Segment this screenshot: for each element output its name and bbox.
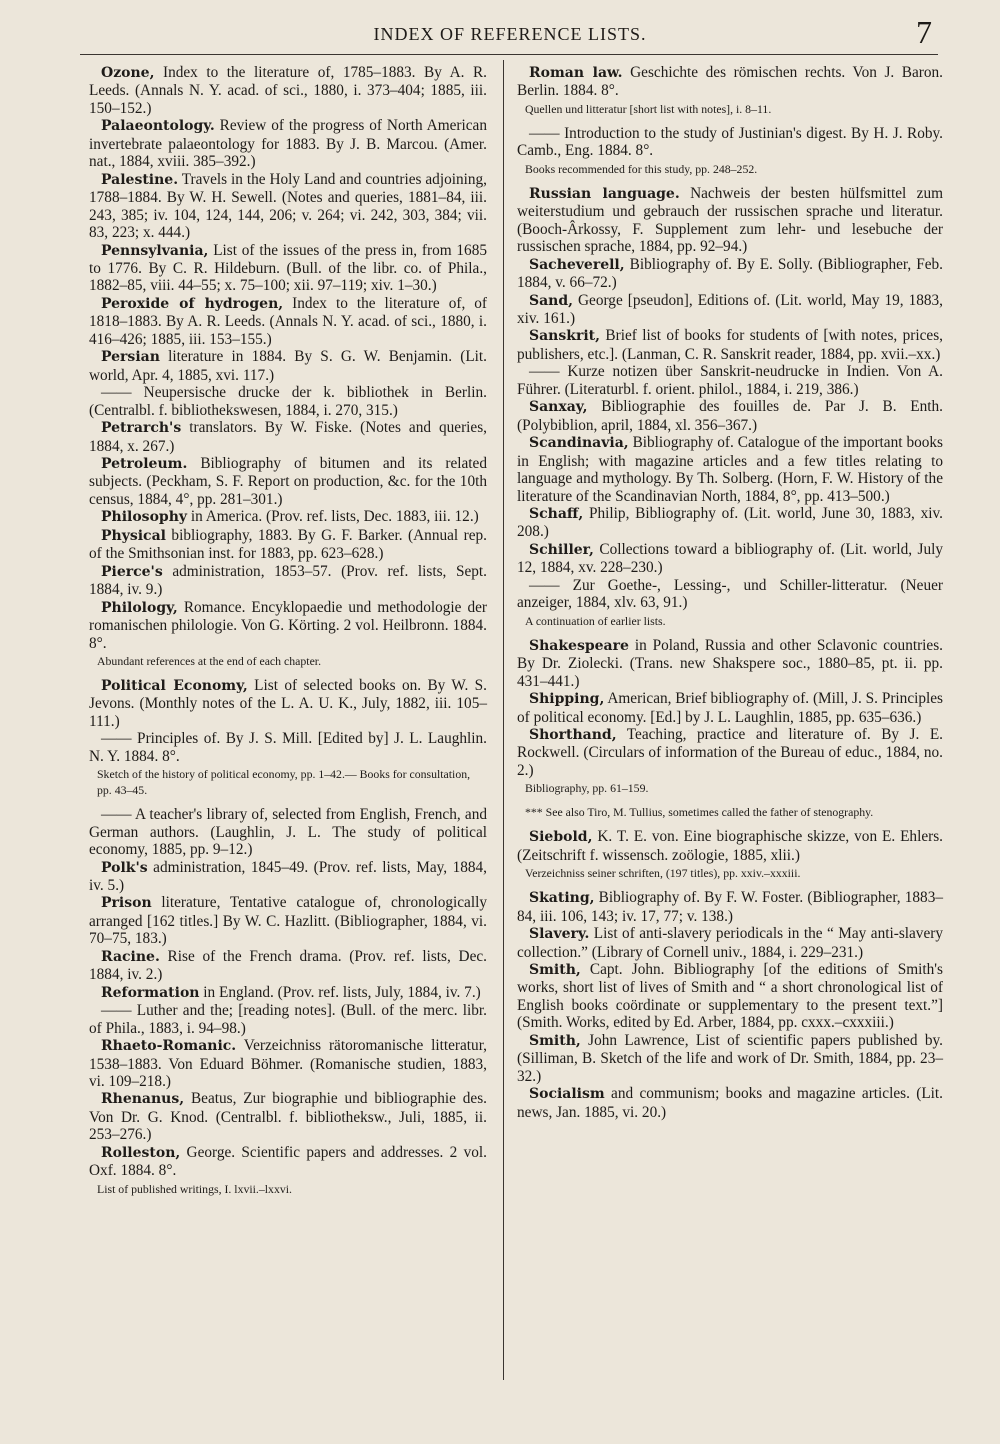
entry-text: Romance. Encyklopaedie und methodologie der romanischen philologie. Von G. Körting. 2 vol. Heilbronn. 1884. 8°. (89, 598, 487, 652)
entry-text: Teaching, practice and literature of. By J. E. Rockwell. (Circulars of information of the Bureau of educ., 1884, no. 2.) (517, 725, 943, 779)
entry-note: List of published writings, I. lxvii.–lxxvi. (97, 1181, 292, 1196)
entry-text: Bibliography of. By E. Solly. (Bibliographer, Feb. 1884, v. 66–72.) (517, 255, 943, 292)
entry-text: K. T. E. von. Eine biographische skizze, von E. Ehlers. (Zeitschrift f. wissensch. zoölogie, 1885, xlii.) (517, 828, 943, 864)
index-entry (89, 384, 487, 419)
entry-heading: Smith, (529, 1032, 581, 1049)
index-entry (517, 292, 943, 328)
entry-heading: Scandinavia, (529, 435, 629, 452)
index-entry (89, 1144, 487, 1180)
index-entry (89, 984, 487, 1002)
entry-heading: Roman law. (529, 65, 623, 81)
entry-heading: Polk's (101, 859, 148, 876)
entry-heading: Peroxide of hydrogen, (101, 295, 284, 312)
index-entry (517, 577, 943, 612)
index-entry (89, 1090, 487, 1143)
index-entry (89, 242, 487, 295)
entry-heading: Philology, (101, 599, 178, 616)
index-entry (89, 894, 487, 947)
entry-text: Philip, Bibliography of. (Lit. world, June 30, 1883, xiv. 208.) (517, 504, 943, 541)
entry-note: *** See also Tiro, M. Tullius, sometimes called the father of stenography. (525, 805, 874, 820)
entry-heading: Sacheverell, (529, 256, 625, 273)
entry-text: —— Introduction to the study of Justinian's digest. By H. J. Roby. Camb., Eng. 1884. 8°. (517, 124, 943, 160)
entry-heading: Siebold, (529, 829, 593, 846)
entry-note: Abundant references at the end of each chapter. (97, 653, 322, 668)
entry-text: George. Scientific papers and addresses. 2 vol. Oxf. 1884. 8°. (89, 1143, 487, 1180)
entry-text: List of the issues of the press in, from 1685 to 1776. By C. R. Hildeburn. (Bull. of the libr. co. of Phila., 1882–85, viii. 44–55; x. 75–100; xii. 97–119; xiv. 1–30.) (89, 241, 487, 295)
entry-text: —— Luther and the; [reading notes]. (Bull. of the merc. libr. of Phila., 1883, i. 94–98.) (89, 1002, 487, 1037)
entry-heading: Rhaeto-Romanic. (101, 1038, 237, 1055)
index-entry (89, 563, 487, 599)
index-entry (517, 637, 943, 690)
index-entry (89, 948, 487, 984)
index-entry (89, 455, 487, 508)
index-entry (89, 730, 487, 765)
entry-text: —— Kurze notizen über Sanskrit-neudrucke in Indien. Von A. Führer. (Literaturbl. f. orient. philol., 1884, i. 219, 386.) (517, 363, 943, 398)
index-entry (517, 541, 943, 577)
entry-text: Index to the literature of, 1785–1883. By A. R. Leeds. (Annals N. Y. acad. of sci., 1880, i. 373–404; 1885, iii. 150–152.) (89, 64, 487, 117)
index-entry (517, 925, 943, 961)
entry-text: Verzeichniss rätoromanische litteratur, 1538–1883. Von Eduard Böhmer. (Romanische studien, 1883, vi. 109–218.) (89, 1037, 487, 1091)
entry-text: John Lawrence, List of scientific papers published by. (Silliman, B. Sketch of the life and work of Dr. Smith, 1884, pp. 23–32.) (517, 1031, 943, 1085)
entry-text: List of selected books on. By W. S. Jevons. (Monthly notes of the L. A. U. K., July, 1882, iii. 105–111.) (89, 676, 487, 730)
entry-note: Books recommended for this study, pp. 248–252. (525, 161, 758, 176)
entry-heading: Rolleston, (101, 1144, 181, 1161)
entry-heading: Skating, (529, 890, 595, 907)
index-entry (517, 961, 943, 1032)
index-entry (89, 419, 487, 455)
entry-text: Nachweis der besten hülfsmittel zum weiterstudium und gebrauch der russischen sprache und literatur. (Booch-Ârkossy, F. Supplement zum lehr- und lesebuche der russischen sprache, 1884, pp. 92–94.) (517, 184, 943, 256)
index-entry (89, 859, 487, 895)
index-entry (89, 295, 487, 348)
index-entry (89, 348, 487, 384)
entry-text: Beatus, Zur biographie und bibliographie des. Von Dr. G. Knod. (Centralbl. f. bibliotheksw., Juli, 1885, ii. 253–276.) (89, 1090, 487, 1144)
index-entry (89, 677, 487, 730)
entry-text: Index to the literature of, of 1818–1883. By A. R. Leeds. (Annals N. Y. acad. of sci., 1880, i. 416–426; 1885, iii. 153–155.) (89, 294, 487, 348)
page-title: INDEX OF REFERENCE LISTS. (373, 24, 647, 44)
entry-heading: Racine. (101, 948, 160, 965)
entry-text: American, Brief bibliography of. (Mill, J. S. Principles of political economy. [Ed.] by J. L. Laughlin, 1885, pp. 635–636.) (517, 690, 943, 726)
index-entry (89, 508, 487, 526)
entry-text: Bibliography of bitumen and its related subjects. (Peckham, S. F. Report on production, &c. for the 10th census, 1884, 4°, pp. 281–301.) (89, 454, 487, 508)
page-number: 7 (916, 14, 932, 50)
entry-heading: Political Economy, (101, 677, 248, 694)
right-column (517, 64, 943, 1121)
index-entry (89, 1002, 487, 1037)
entry-text: translators. By W. Fiske. (Notes and queries, 1884, x. 267.) (89, 419, 487, 455)
entry-heading: Philosophy (101, 509, 188, 526)
entry-heading: Physical (101, 527, 166, 544)
entry-heading: Reformation (101, 984, 200, 1001)
index-entry (517, 64, 943, 100)
entry-heading: Ozone, (101, 65, 155, 81)
entry-heading: Petroleum. (101, 455, 188, 472)
entry-text: bibliography, 1883. By G. F. Barker. (Annual rep. of the Smithsonian inst. for 1883, pp. 623–628.) (89, 526, 487, 563)
index-entry (89, 171, 487, 242)
entry-heading: Pierce's (101, 563, 163, 580)
entry-heading: Shakespeare (529, 637, 629, 654)
entry-heading: Prison (101, 895, 152, 912)
entry-heading: Smith, (529, 962, 581, 979)
entry-text: in Poland, Russia and other Sclavonic countries. By Dr. Ziolecki. (Trans. new Shakspere soc., 1880–85, pt. ii. pp. 431–441.) (517, 636, 943, 690)
entry-text: Bibliography of. By F. W. Foster. (Bibliographer, 1883–84, iii. 106, 143; iv. 17, 77; v. 138.) (517, 889, 943, 925)
entry-text: —— Principles of. By J. S. Mill. [Edited by] J. L. Laughlin. N. Y. 1884. 8°. (89, 730, 487, 765)
entry-heading: Schiller, (529, 541, 594, 558)
entry-heading: Sanxay, (529, 399, 588, 416)
entry-text: administration, 1845–49. (Prov. ref. lists, May, 1884, iv. 5.) (89, 858, 487, 895)
index-entry (517, 726, 943, 779)
index-entry (89, 64, 487, 117)
entry-heading: Petrarch's (101, 420, 182, 437)
index-entry (517, 889, 943, 925)
entry-text: administration, 1853–57. (Prov. ref. lists, Sept. 1884, iv. 9.) (89, 562, 487, 599)
entry-note: Verzeichniss seiner schriften, (197 titles), pp. xxiv.–xxxiii. (525, 866, 801, 881)
entry-text: —— A teacher's library of, selected from English, French, and German authors. (Laughlin, J. L. The study of political economy, 1885, pp. 9–12.) (89, 806, 487, 859)
entry-heading: Persian (101, 349, 160, 366)
index-entry (517, 327, 943, 363)
index-entry (89, 599, 487, 652)
entry-text: literature in 1884. By S. G. W. Benjamin. (Lit. world, Apr. 4, 1885, xvi. 117.) (89, 348, 487, 384)
entry-heading: Russian language. (529, 185, 680, 202)
entry-heading: Palestine. (101, 171, 179, 188)
index-entry (89, 806, 487, 858)
index-entry (517, 434, 943, 505)
header-rule (80, 54, 938, 55)
index-entry (517, 1085, 943, 1121)
column-divider (503, 60, 504, 1380)
entry-text: in America. (Prov. ref. lists, Dec. 1883, iii. 12.) (187, 508, 479, 526)
index-entry (89, 117, 487, 170)
entry-heading: Slavery. (529, 926, 590, 943)
entry-text: Collections toward a bibliography of. (Lit. world, July 12, 1884, xv. 228–230.) (517, 540, 943, 577)
entry-text: Travels in the Holy Land and countries adjoining, 1788–1884. By W. H. Sewell. (Notes and queries, 1881–84, iii. 243, 385; iv. 104, 124, 144, 206; v. 264; vi. 242, 303, 384; vii. 83, 223; x. 444.) (89, 170, 487, 242)
index-entry (517, 690, 943, 726)
entry-heading: Schaff, (529, 505, 584, 522)
entry-text: —— Neupersische drucke der k. bibliothek in Berlin. (Centralbl. f. bibliothekswesen, 1884, i. 270, 315.) (89, 384, 487, 419)
entry-text: List of anti-slavery periodicals in the “ May anti-slavery collection.” (Library of Cornell univ., 1884, i. 229–231.) (517, 925, 943, 961)
index-entry (517, 363, 943, 398)
entry-text: and communism; books and magazine articles. (Lit. news, Jan. 1885, vi. 20.) (517, 1085, 943, 1121)
entry-note: Quellen und litteratur [short list with notes], i. 8–11. (525, 101, 772, 116)
index-entry (517, 125, 943, 160)
left-column (89, 64, 487, 1205)
index-entry (517, 505, 943, 541)
entry-text: Review of the progress of North American invertebrate palaeontology for 1883. By J. B. Marcou. (Amer. nat., 1884, xviii. 385–392.) (89, 117, 487, 171)
page-header (80, 14, 940, 54)
entry-heading: Sand, (529, 292, 574, 309)
index-entry (89, 1037, 487, 1090)
entry-text: —— Zur Goethe-, Lessing-, und Schiller-litteratur. (Neuer anzeiger, 1884, xlv. 63, 91.) (517, 576, 943, 612)
index-entry (89, 527, 487, 563)
entry-text: Geschichte des römischen rechts. Von J. Baron. Berlin. 1884. 8°. (517, 64, 943, 100)
entry-note: Sketch of the history of political economy, pp. 1–42.— Books for consultation, pp. 43–45. (97, 767, 471, 798)
entry-text: literature, Tentative catalogue of, chronologically arranged [162 titles.] By W. C. Hazlitt. (Bibliographer, 1884, vi. 70–75, 183.) (89, 894, 487, 948)
entry-text: Capt. John. Bibliography [of the editions of Smith's works, short list of lives of Smith and “ a short chronological list of English books coördinate or supplementary to the present text.”] (Smith. Works, edited by Ed. Arber, 1884, pp. cxxx.–cxxxiii.) (517, 961, 943, 1032)
entry-text: Rise of the French drama. (Prov. ref. lists, Dec. 1884, iv. 2.) (89, 947, 487, 984)
entry-heading: Rhenanus, (101, 1091, 185, 1108)
entry-text: Bibliographie des fouilles de. Par J. B. Enth. (Polybiblion, april, 1884, xl. 356–367.) (517, 398, 943, 434)
index-entry (517, 256, 943, 292)
entry-note: Bibliography, pp. 61–159. (525, 781, 649, 796)
index-entry (517, 828, 943, 864)
entry-heading: Palaeontology. (101, 118, 215, 135)
entry-text: Bibliography of. Catalogue of the important books in English; with magazine articles and a few titles relating to language and mythology. By Th. Solberg. (Horn, F. W. History of the literature of the Scandinavian North, 1884, 8°, pp. 413–500.) (517, 434, 943, 505)
index-entry (517, 398, 943, 434)
entry-text: in England. (Prov. ref. lists, July, 1884, iv. 7.) (199, 983, 481, 1001)
entry-text: George [pseudon], Editions of. (Lit. world, May 19, 1883, xiv. 161.) (517, 291, 943, 327)
entry-heading: Pennsylvania, (101, 242, 209, 259)
entry-heading: Socialism (529, 1086, 605, 1103)
index-entry (517, 1032, 943, 1085)
index-entry (517, 185, 943, 256)
entry-note: A continuation of earlier lists. (525, 613, 666, 628)
entry-heading: Sanskrit, (529, 328, 600, 345)
entry-heading: Shorthand, (529, 726, 617, 743)
entry-text: Brief list of books for students of [with notes, prices, publishers, etc.]. (Lanman, C. R. Sanskrit reader, 1884, pp. xvii.–xx.) (517, 327, 943, 363)
entry-heading: Shipping, (529, 691, 605, 708)
